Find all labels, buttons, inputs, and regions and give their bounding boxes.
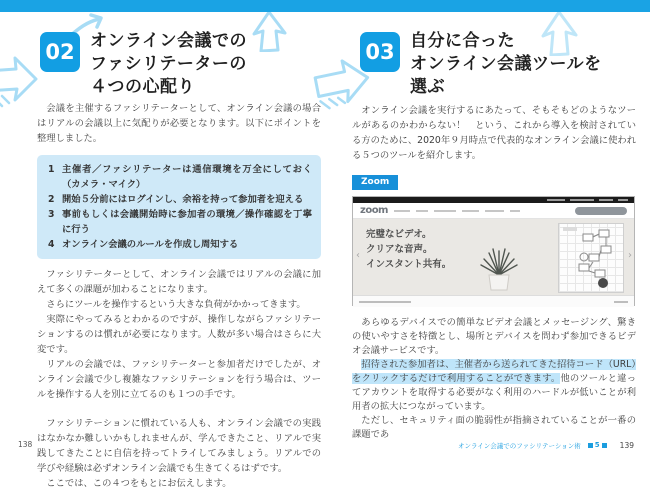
section-number-badge: [40, 32, 80, 72]
signup-button-placeholder: [575, 207, 627, 215]
point-text: 主催者／ファシリテーターは通信環境を万全にしておく（カメラ・マイク）: [62, 164, 312, 190]
points-box: [37, 155, 321, 259]
point-number: 3: [48, 209, 55, 220]
arrow-right-icon: [0, 52, 40, 110]
section-number: 02: [45, 40, 75, 64]
left-section-title: [90, 30, 247, 99]
point-item: [46, 192, 312, 207]
utility-link-placeholder: [618, 199, 628, 201]
right-section-title: [410, 30, 602, 99]
intro-paragraph: 会議を主催するファシリテーターとして、オンライン会議の場合はリアルの会議以上に気配りが必要となります。以下にポイントを整理しました。: [37, 103, 321, 144]
point-item: [46, 237, 312, 252]
nav-link-placeholder: [462, 210, 479, 212]
body-paragraph: 実際にやってみるとわかるのですが、操作しながらファシリテーションするのは慣れが必要になります。人数が多い場合はさらに大変です。: [37, 314, 321, 355]
screenshot-hero: [353, 219, 634, 295]
utility-link-placeholder: [599, 199, 613, 201]
body-paragraph: ここでは、この４つをもとにお伝えします。: [46, 478, 232, 489]
body-paragraph: さらにツールを操作するという大きな負荷がかかってきます。: [46, 299, 306, 310]
plant-illustration: [473, 245, 525, 295]
left-page-body: [37, 101, 321, 491]
nav-link-placeholder: [434, 210, 456, 212]
hero-line: 完璧なビデオ。: [366, 229, 432, 240]
zoom-website-screenshot: [352, 196, 635, 306]
utility-link-placeholder: [570, 199, 594, 201]
zoom-logo: zoom: [360, 204, 388, 216]
right-page-body: [352, 316, 636, 442]
utility-link-placeholder: [547, 199, 565, 201]
chapter-title: オンライン会議でのファシリテーション術: [458, 442, 581, 450]
body-paragraph: ただし、セキュリティ面の脆弱性が指摘されていることが一番の課題であ: [352, 415, 636, 440]
page-number-left: 138: [18, 440, 33, 449]
screenshot-nav-bar: [353, 203, 634, 219]
title-line: ４つの心配り: [90, 77, 195, 97]
nav-link-placeholder: [416, 210, 428, 212]
title-line: ファシリテーターの: [90, 54, 247, 74]
point-number: 2: [48, 194, 55, 205]
chapter-number: 5: [594, 441, 600, 449]
carousel-prev-icon: ‹: [356, 250, 360, 261]
hero-line: クリアな音声。: [366, 244, 433, 255]
title-line: 選ぶ: [410, 77, 445, 97]
hero-line: インスタント共有。: [366, 259, 452, 270]
square-icon: [588, 443, 593, 448]
title-line: オンライン会議での: [90, 31, 247, 51]
point-number: 1: [48, 164, 55, 175]
screenshot-footer-bar: [353, 295, 634, 307]
body-paragraph: あらゆるデバイスでの簡単なビデオ会議とメッセージング、驚きの使いやすさを特徴とし、場所とデバイスを問わず参加できるビデオ会議サービスです。: [352, 317, 636, 356]
footer-right: [458, 441, 634, 450]
carousel-next-icon: ›: [628, 250, 632, 261]
body-paragraph: ファシリテーションに慣れている人も、オンライン会議での実践はなかなか難しいかもしれませんが、学んできたこと、リアルで実践してきたことに自信を持ってトライしてみましょう。リアルでの学びや経験は必ずオンライン会議でも生きてくるはずです。: [37, 418, 321, 474]
right-page-intro: [352, 103, 636, 163]
point-item: [46, 207, 312, 237]
body-sentence: 他のツールと違ってアカウントを取得する必要がなく利用のハードルが低いことが利用者の拡大につながっています。: [352, 373, 636, 412]
whiteboard-illustration: [558, 223, 624, 293]
intro-paragraph: オンライン会議を実行するにあたって、そもそもどのようなツールがあるのかわからない！ という、これから導入を検討されている方のために、2020年９月時点で代表的なオンライン会議に使われる５つのツールを紹介します。: [352, 105, 636, 161]
point-text: オンライン会議のルールを作成し周知する: [62, 239, 239, 250]
body-paragraph: [352, 358, 636, 414]
tool-name-label: Zoom: [352, 175, 398, 190]
point-text: 事前もしくは会議開始時に参加者の環境／操作確認を丁寧に行う: [62, 209, 312, 235]
highlighted-sentence: 招待された参加者は、主催者から送られてきた招待コード（URL）をクリックするだけで利用することができます。: [352, 359, 636, 384]
footer-text-placeholder: [359, 301, 411, 303]
title-line: 自分に合った: [410, 31, 515, 51]
point-item: [46, 162, 312, 192]
title-line: オンライン会議ツールを: [410, 54, 602, 74]
body-paragraph: リアルの会議では、ファシリテーターと参加者だけでしたが、オンライン会議で少し複雑なファシリテーションを行う場合は、ツールを操作する人を別に立てるのも１つの手です。: [37, 359, 321, 400]
chapter-indicator: [588, 442, 607, 449]
body-paragraph: ファシリテーターとして、オンライン会議ではリアルの会議に加えて多くの課題が加わることになります。: [37, 269, 321, 295]
nav-link-placeholder: [510, 210, 520, 212]
footer-text-placeholder: [614, 301, 628, 303]
point-number: 4: [48, 239, 55, 250]
section-number-badge: [360, 32, 400, 72]
hero-tagline: [366, 227, 451, 272]
nav-link-placeholder: [485, 210, 504, 212]
top-blue-band: [0, 0, 650, 12]
nav-link-placeholder: [394, 210, 410, 212]
section-number: 03: [365, 40, 395, 64]
arrow-up-icon: [250, 10, 290, 52]
point-text: 開始５分前にはログインし、余裕を持って参加者を迎える: [62, 194, 304, 205]
square-icon: [602, 443, 607, 448]
page-number-right: 139: [619, 441, 634, 450]
